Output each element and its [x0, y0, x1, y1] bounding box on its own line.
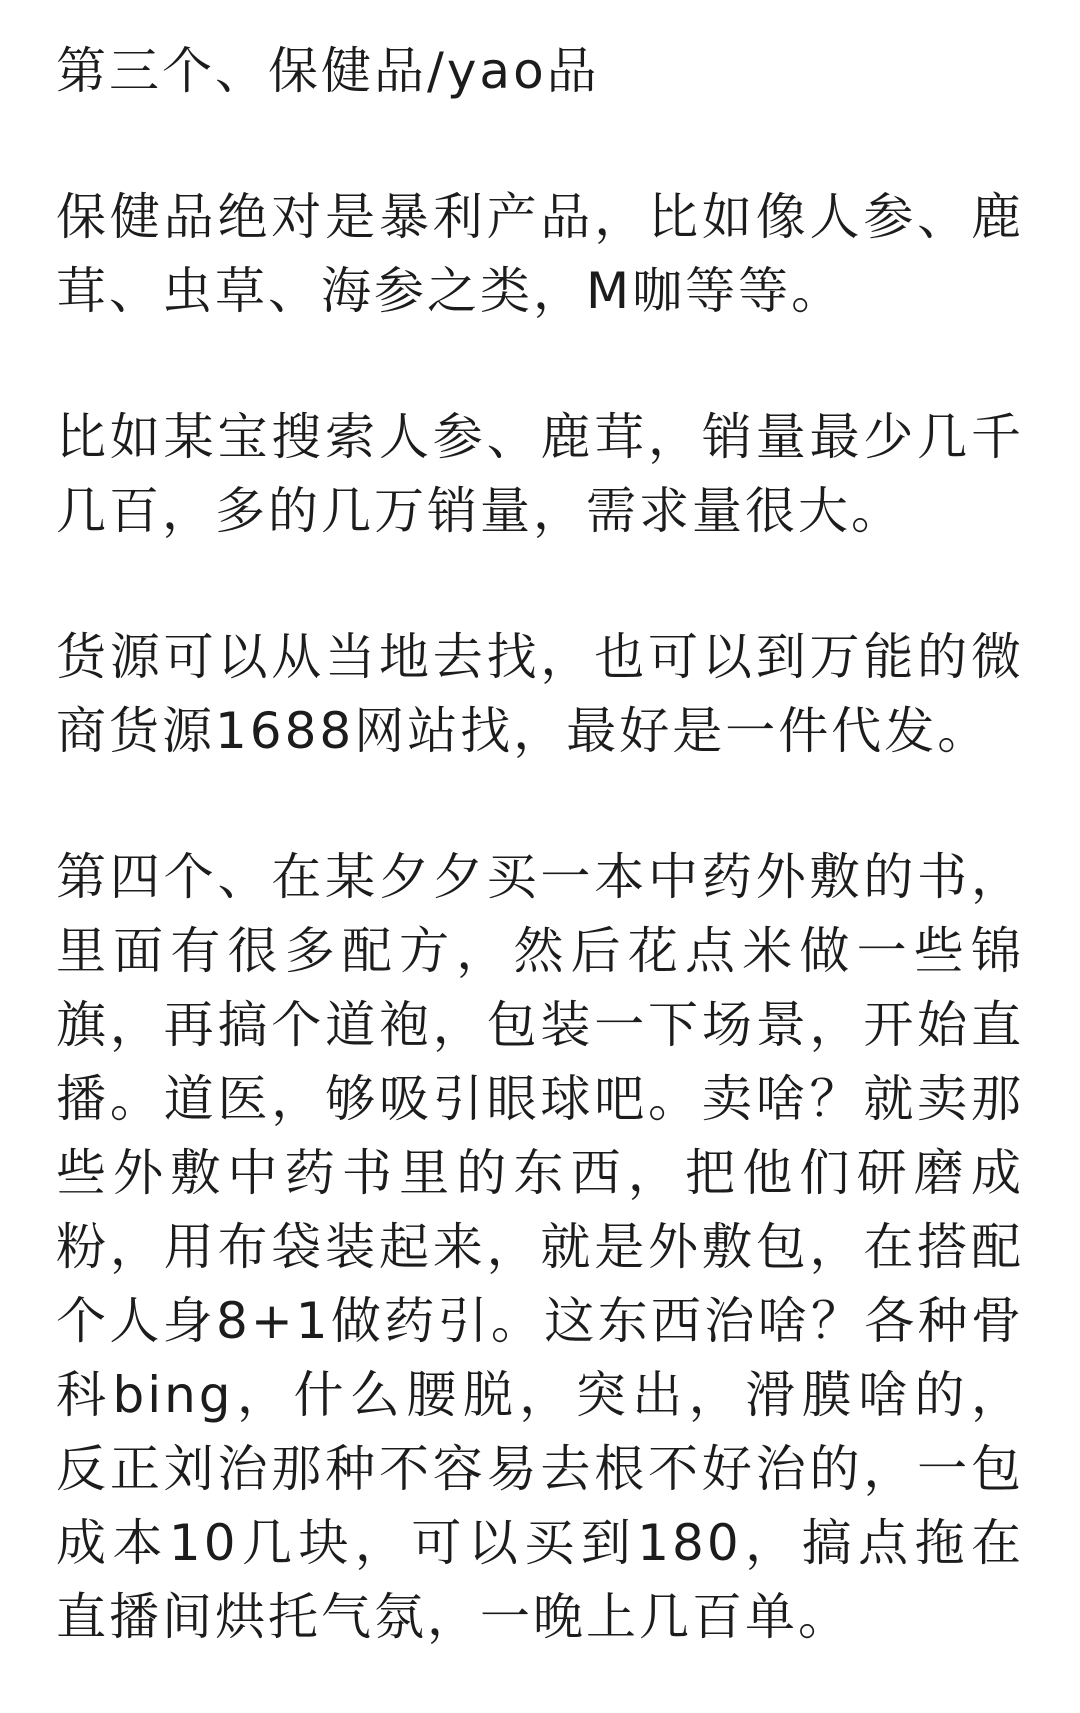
paragraph-sales-volume: 比如某宝搜索人参、鹿茸，销量最少几千几百，多的几万销量，需求量很大。 — [56, 408, 1024, 540]
paragraph-fourth-method: 第四个、在某夕夕买一本中药外敷的书，里面有很多配方，然后花点米做一些锦旗，再搞个道袍，包装一下场景，开始直播。道医，够吸引眼球吧。卖啥？就卖那些外敷中药书里的东西，把他们研磨成粉，用布袋装起来，就是外敷包，在搭配个人身8+1做药引。这东西治啥？各种骨科bing，什么腰脱，突出，滑膜啥的，反正刘治那种不容易去根不好治的，一包成本10几块，可以买到180，搞点拖在直播间烘托气氛，一晚上几百单。 — [56, 848, 1024, 1646]
section-heading-third: 第三个、保健品/yao品 — [56, 42, 600, 100]
paragraph-health-products: 保健品绝对是暴利产品，比如像人参、鹿茸、虫草、海参之类，M咖等等。 — [56, 188, 1024, 320]
paragraph-supply-source: 货源可以从当地去找，也可以到万能的微商货源1688网站找，最好是一件代发。 — [56, 628, 1024, 760]
